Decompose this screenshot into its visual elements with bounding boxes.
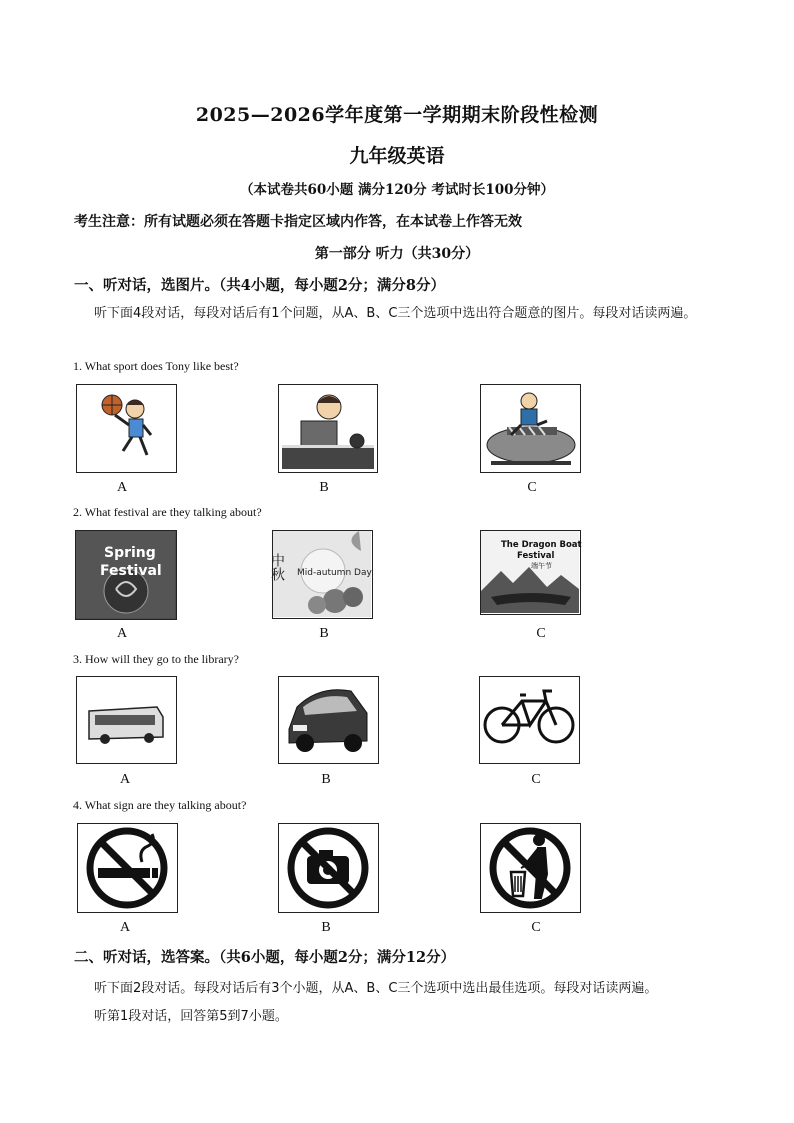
exam-info: （本试卷共60小题 满分120分 考试时长100分钟） bbox=[239, 182, 555, 198]
section1-heading: 一、听对话，选图片。（共4小题，每小题2分；满分8分） bbox=[74, 277, 446, 294]
q2-c-text-3: 端午节 bbox=[531, 562, 552, 570]
bus-icon bbox=[89, 707, 163, 744]
q2-option-b-image bbox=[269, 530, 373, 619]
q2-c-text-2: Festival bbox=[517, 551, 555, 561]
q1-option-a-image bbox=[76, 384, 177, 473]
exam-subtitle: 九年级英语 bbox=[349, 145, 445, 167]
section2-sub-instruction: 听第1段对话，回答第5到7小题。 bbox=[94, 1009, 288, 1024]
q2-c-text-1: The Dragon Boat bbox=[501, 540, 582, 550]
exam-notice: 考生注意：所有试题必须在答题卡指定区域内作答，在本试卷上作答无效 bbox=[74, 214, 522, 230]
q1-label-a: A bbox=[116, 480, 128, 495]
no-littering-icon bbox=[493, 831, 567, 905]
question-2: 2. What festival are they talking about? bbox=[73, 505, 262, 519]
q4-label-c: C bbox=[531, 920, 541, 935]
q3-option-b-image bbox=[278, 676, 379, 764]
q2-label-a: A bbox=[116, 626, 128, 641]
q2-b-text-1: Mid-autumn Day bbox=[297, 568, 372, 578]
exam-title: 2025—2026学年度第一学期期末阶段性检测 bbox=[195, 104, 599, 126]
q2-a-text-1: Spring bbox=[104, 545, 156, 561]
q4-label-a: A bbox=[119, 920, 131, 935]
section2-heading: 二、听对话，选答案。（共6小题，每小题2分；满分12分） bbox=[74, 949, 456, 966]
paddle-icon bbox=[350, 434, 364, 448]
q3-option-c-image bbox=[479, 676, 580, 764]
q3-label-b: B bbox=[321, 772, 331, 787]
question-1: 1. What sport does Tony like best? bbox=[73, 359, 239, 373]
q4-option-a-image bbox=[77, 823, 178, 913]
car-icon bbox=[289, 690, 367, 752]
q2-b-text-2: 中秋 bbox=[269, 553, 285, 581]
part-title: 第一部分 听力（共30分） bbox=[314, 246, 480, 262]
q3-label-a: A bbox=[119, 772, 131, 787]
q2-label-b: B bbox=[319, 626, 329, 641]
q2-label-c: C bbox=[536, 626, 546, 641]
bicycle-icon bbox=[485, 691, 573, 742]
q4-option-b-image bbox=[278, 823, 379, 913]
no-smoking-icon bbox=[90, 831, 164, 905]
q4-option-c-image bbox=[480, 823, 581, 913]
section2-instruction: 听下面2段对话。每段对话后有3个小题，从A、B、C三个选项中选出最佳选项。每段对话读两遍。 bbox=[94, 981, 658, 996]
q1-option-b-image bbox=[278, 384, 378, 473]
q2-option-c-image bbox=[480, 530, 581, 615]
q1-option-c-image bbox=[480, 384, 581, 473]
q2-a-text-2: Festival bbox=[100, 563, 162, 579]
q2-option-a-image bbox=[75, 530, 177, 620]
q1-label-c: C bbox=[527, 480, 537, 495]
q3-label-c: C bbox=[531, 772, 541, 787]
q1-label-b: B bbox=[319, 480, 329, 495]
q3-option-a-image bbox=[76, 676, 177, 764]
q4-label-b: B bbox=[321, 920, 331, 935]
no-camera-icon bbox=[291, 831, 365, 905]
question-3: 3. How will they go to the library? bbox=[73, 652, 239, 666]
question-4: 4. What sign are they talking about? bbox=[73, 798, 247, 812]
section1-instruction: 听下面4段对话，每段对话后有1个问题，从A、B、C三个选项中选出符合题意的图片。每段对话读两遍。 bbox=[94, 306, 697, 321]
